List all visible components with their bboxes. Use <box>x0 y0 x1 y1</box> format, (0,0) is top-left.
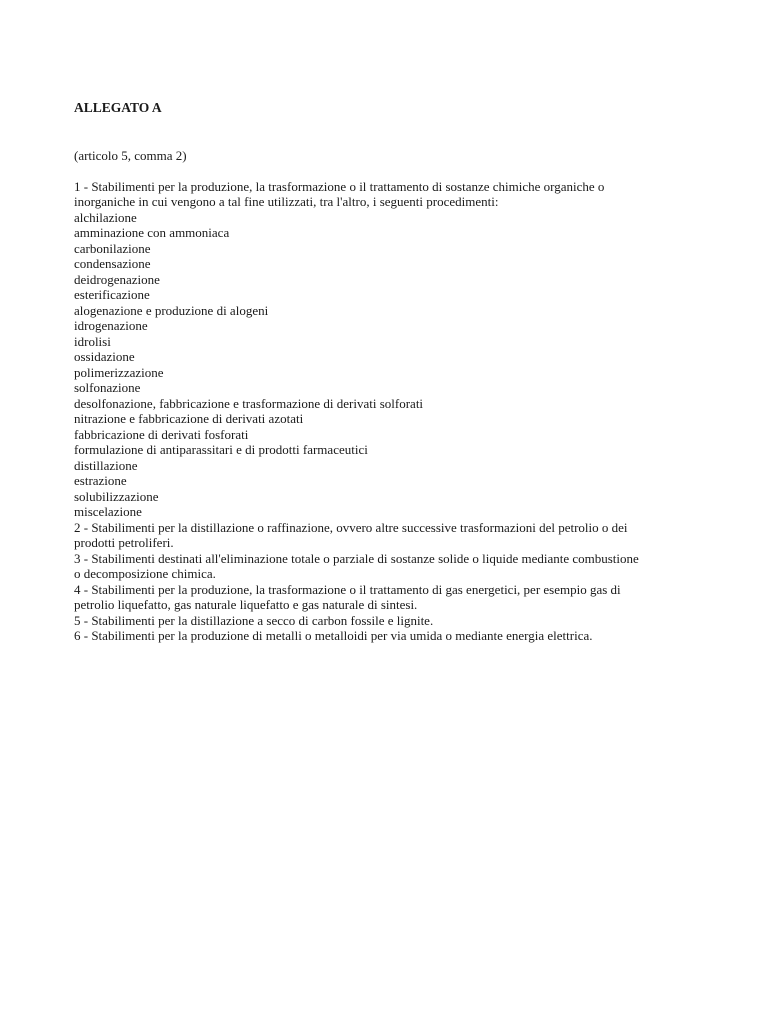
text-line: miscelazione <box>74 504 142 519</box>
text-line: amminazione con ammoniaca <box>74 225 230 240</box>
text-line: 5 - Stabilimenti per la distillazione a secco di carbon fossile e lignite. <box>74 612 434 628</box>
text-line: inorganiche in cui vengono a tal fine utilizzati, tra l'altro, i seguenti procedimenti: <box>74 194 499 209</box>
text-line: o decomposizione chimica. <box>74 566 216 581</box>
text-line: petrolio liquefatto, gas naturale liquefatto e gas naturale di sintesi. <box>74 597 418 612</box>
text-line: desolfonazione, fabbricazione e trasformazione di derivati solforati <box>74 395 424 411</box>
text-line: deidrogenazione <box>74 271 160 287</box>
text-line: idrogenazione <box>74 318 148 333</box>
text-line: ossidazione <box>74 349 135 364</box>
text-line: prodotti petroliferi. <box>74 535 174 550</box>
text-line: carbonilazione <box>74 240 151 256</box>
text-line: formulazione di antiparassitari e di prodotti farmaceutici <box>74 442 368 457</box>
text-line: solubilizzazione <box>74 488 159 504</box>
text-line: distillazione <box>74 457 138 473</box>
document-body <box>74 179 704 644</box>
document-page <box>74 100 704 644</box>
text-line: 3 - Stabilimenti destinati all'eliminazione totale o parziale di sostanze solide o liquide mediante combustione <box>74 550 639 566</box>
text-line: idrolisi <box>74 333 111 349</box>
text-line: fabbricazione di derivati fosforati <box>74 426 249 442</box>
text-line: polimerizzazione <box>74 364 164 380</box>
text-line: alogenazione e produzione di alogeni <box>74 302 269 318</box>
text-line: 1 - Stabilimenti per la produzione, la trasformazione o il trattamento di sostanze chimiche organiche o <box>74 178 605 194</box>
text-line: condensazione <box>74 256 151 271</box>
text-line: nitrazione e fabbricazione di derivati azotati <box>74 411 304 426</box>
text-line: 6 - Stabilimenti per la produzione di metalli o metalloidi per via umida o mediante energia elettrica. <box>74 628 593 643</box>
document-title: ALLEGATO A <box>74 100 162 115</box>
text-line: solfonazione <box>74 380 141 395</box>
text-line: alchilazione <box>74 209 137 225</box>
text-line: 2 - Stabilimenti per la distillazione o raffinazione, ovvero altre successive trasformazioni del petrolio o dei <box>74 519 628 535</box>
text-line: estrazione <box>74 473 127 488</box>
text-line: esterificazione <box>74 287 150 302</box>
document-subtitle: (articolo 5, comma 2) <box>74 148 187 163</box>
text-line: 4 - Stabilimenti per la produzione, la trasformazione o il trattamento di gas energetici, per esempio gas di <box>74 581 621 597</box>
